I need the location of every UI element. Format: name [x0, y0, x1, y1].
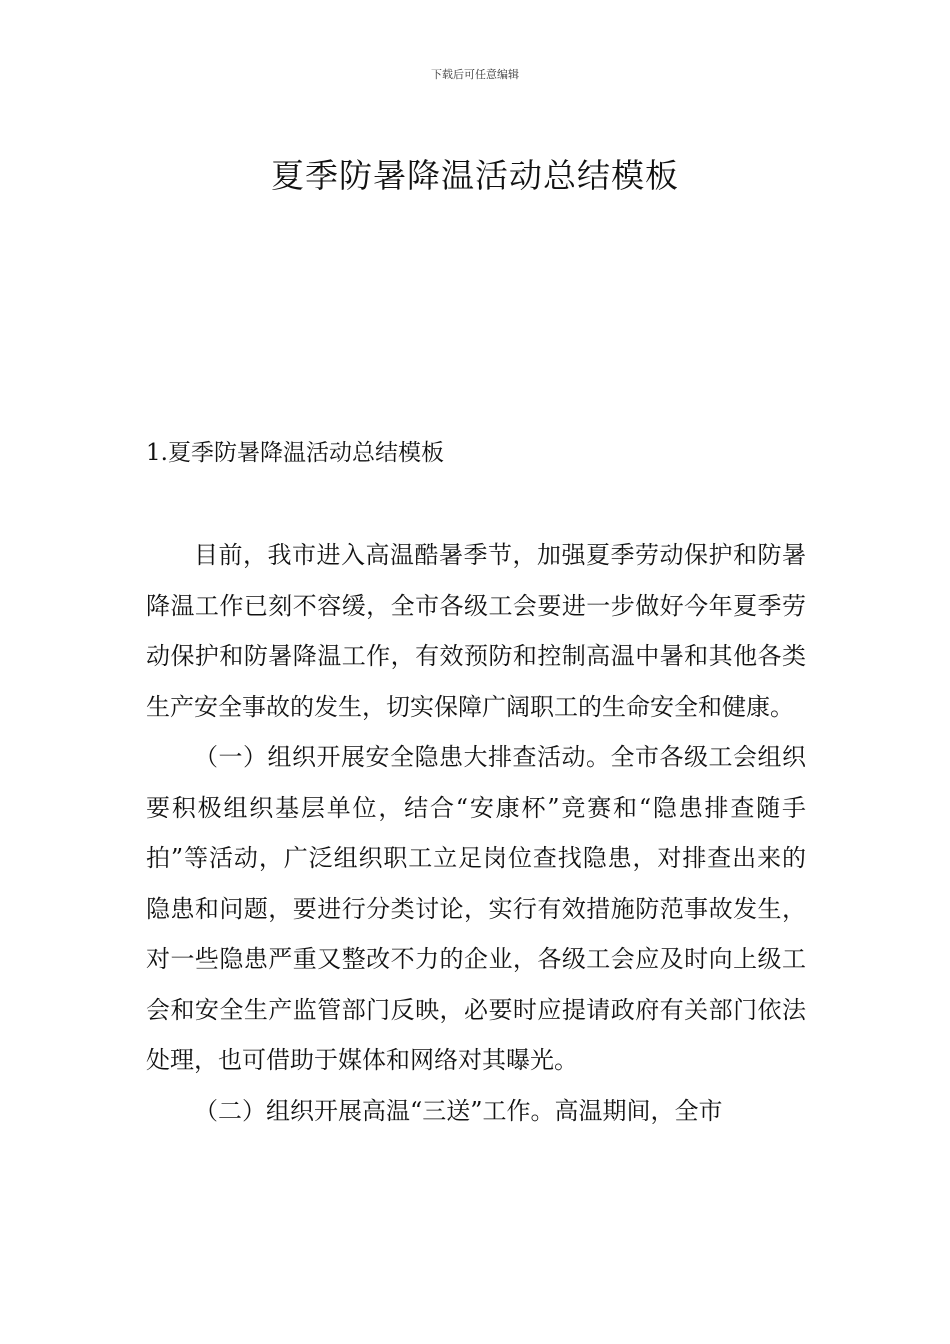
- header-note: 下载后可任意编辑: [431, 68, 519, 81]
- body-text: [146, 530, 806, 1136]
- paragraph-item-2: （二）组织开展高温“三送”工作。高温期间，全市: [194, 1096, 723, 1125]
- document-title: 夏季防暑降温活动总结模板: [271, 156, 679, 196]
- paragraph-intro: 目前，我市进入高温酷暑季节，加强夏季劳动保护和防暑降温工作已刻不容缓，全市各级工会要进一步做好今年夏季劳动保护和防暑降温工作，有效预防和控制高温中暑和其他各类生产安全事故的发生，切实保障广阔职工的生命安全和健康。: [146, 541, 806, 721]
- section-heading: 1.夏季防暑降温活动总结模板: [146, 440, 444, 466]
- paragraph-item-1: （一）组织开展安全隐患大排查活动。全市各级工会组织要积极组织基层单位，结合“安康杯”竞赛和“隐患排查随手拍”等活动，广泛组织职工立足岗位查找隐患，对排查出来的隐患和问题，要进行分类讨论，实行有效措施防范事故发生，对一些隐患严重又整改不力的企业，各级工会应及时向上级工会和安全生产监管部门反映，必要时应提请政府有关部门依法处理，也可借助于媒体和网络对其曝光。: [146, 743, 806, 1074]
